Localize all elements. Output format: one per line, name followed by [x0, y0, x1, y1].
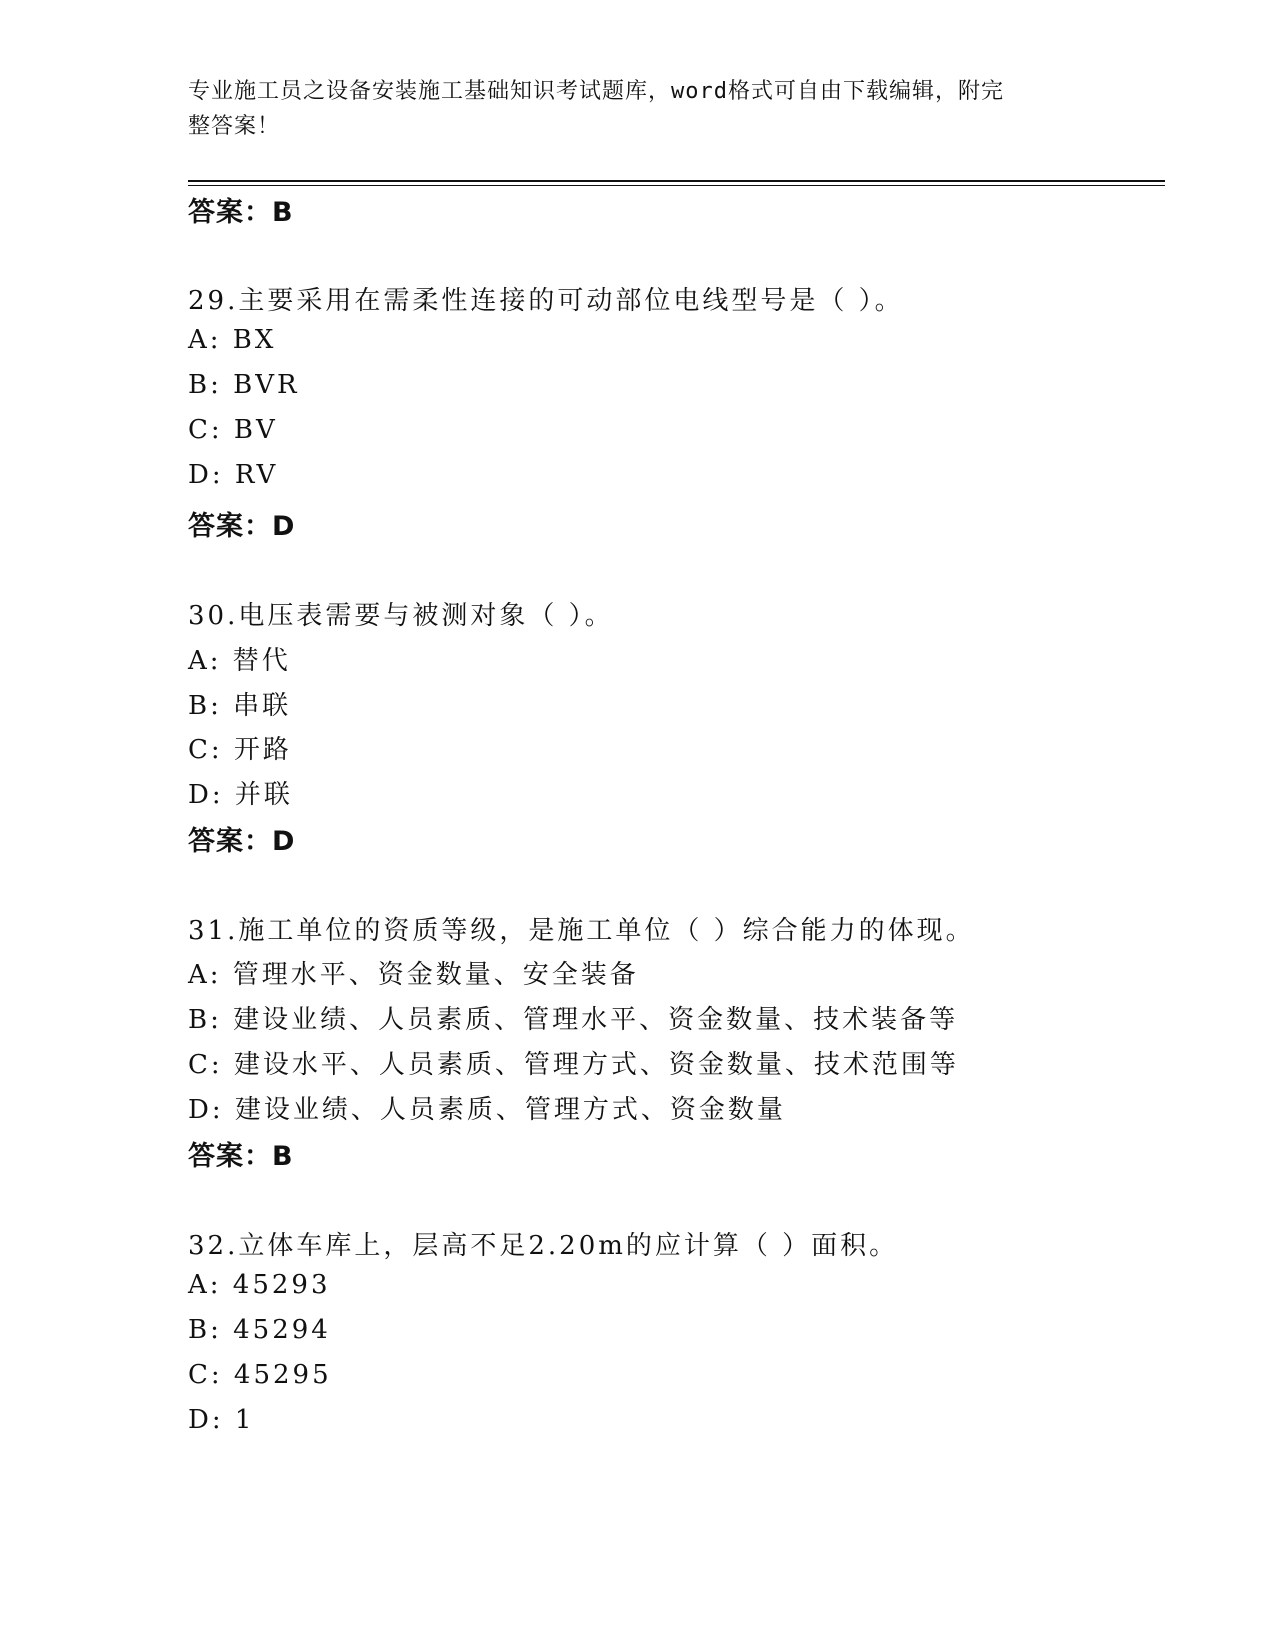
question-32-option-b: B: 45294 [188, 1315, 331, 1345]
question-29-option-d: D: RV [188, 460, 279, 490]
question-30-option-b: B: 串联 [188, 691, 292, 721]
question-32-stem: 32.立体车库上，层高不足2.20m的应计算（ ）面积。 [188, 1231, 899, 1261]
question-29-stem: 29.主要采用在需柔性连接的可动部位电线型号是（ ）。 [188, 286, 904, 316]
question-32-option-a: A: 45293 [188, 1270, 331, 1300]
question-30-stem: 30.电压表需要与被测对象（ ）。 [188, 601, 614, 631]
header-line-1: 专业施工员之设备安装施工基础知识考试题库，word格式可自由下载编辑，附完 [188, 79, 1004, 104]
answer-28: 答案：B [188, 197, 294, 228]
question-31-option-b: B: 建设业绩、人员素质、管理水平、资金数量、技术装备等 [188, 1005, 959, 1035]
question-30-option-d: D: 并联 [188, 780, 293, 810]
answer-30: 答案：D [188, 826, 296, 857]
question-31-option-c: C: 建设水平、人员素质、管理方式、资金数量、技术范围等 [188, 1050, 959, 1080]
question-32-option-d: D: 1 [188, 1405, 255, 1435]
header-divider-thin [188, 185, 1165, 186]
answer-29: 答案：D [188, 511, 296, 542]
question-31-option-a: A: 管理水平、资金数量、安全装备 [188, 960, 639, 990]
question-31-option-d: D: 建设业绩、人员素质、管理方式、资金数量 [188, 1095, 786, 1125]
header-line-2: 整答案！ [188, 114, 281, 139]
document-header [188, 74, 1088, 144]
question-29-option-c: C: BV [188, 415, 278, 445]
question-29-option-b: B: BVR [188, 370, 300, 400]
question-29-option-a: A: BX [188, 325, 277, 355]
header-divider-thick [188, 180, 1165, 182]
answer-31: 答案：B [188, 1141, 294, 1172]
question-31-stem: 31.施工单位的资质等级，是施工单位（ ）综合能力的体现。 [188, 916, 975, 946]
question-30-option-a: A: 替代 [188, 646, 291, 676]
question-32-option-c: C: 45295 [188, 1360, 332, 1390]
question-30-option-c: C: 开路 [188, 735, 292, 765]
